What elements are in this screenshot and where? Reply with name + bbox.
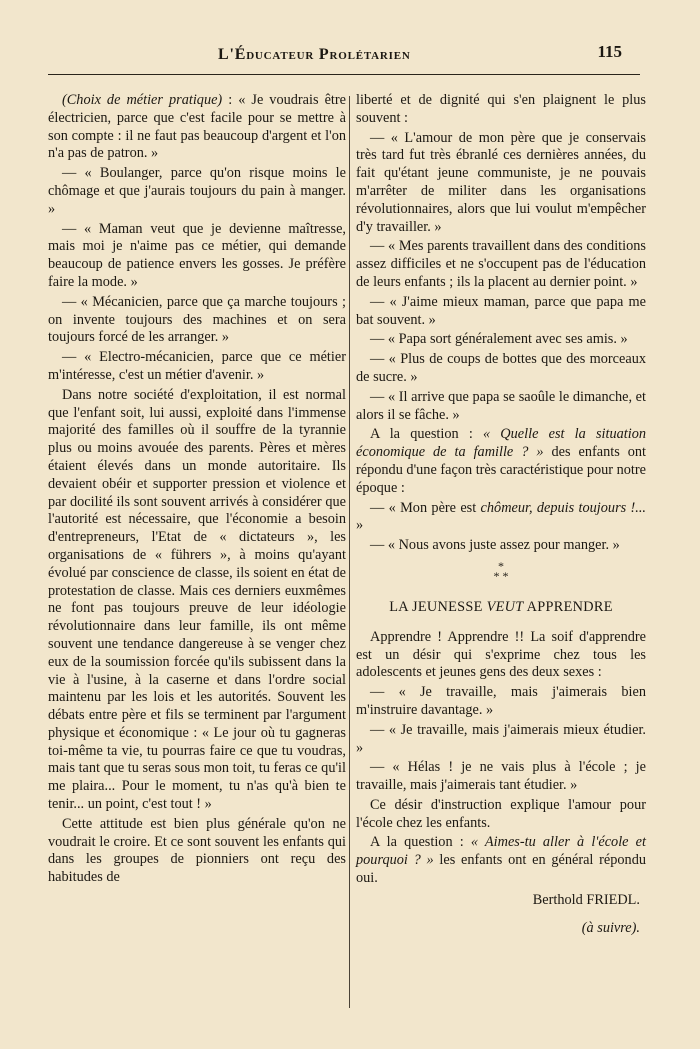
question-text: « Aimes-tu aller à l'école et pourquoi ? » — [356, 834, 646, 869]
quote-paragraph: — « Mon père est chômeur, depuis toujours !... » — [356, 499, 646, 534]
quote-paragraph: — « Electro-mécanicien, parce que ce métier m'intéresse, c'est un métier d'avenir. » — [48, 349, 346, 383]
quote-paragraph: — « Je travaille, mais j'aimerais mieux étudier. » — [356, 721, 646, 756]
quote-paragraph: — « L'amour de mon père que je conservais très tard fut très ébranlé ces dernières années, du fait qu'étant jeune communiste, je ne pouvais m'arrêter de militer dans les organisations révolutionnaires, alors que lui voulut m'empêcher d'y travailler. » — [356, 129, 646, 235]
journal-title: L'Éducateur Prolétarien — [218, 46, 411, 63]
body-paragraph: Apprendre ! Apprendre !! La soif d'apprendre est un désir qui s'exprime chez tous les adolescents et jeunes gens des deux sexes : — [356, 628, 646, 681]
question-paragraph: A la question : « Quelle est la situation économique de ta famille ? » des enfants ont répondu d'une façon très caractéristique pour notre époque : — [356, 426, 646, 496]
quote-paragraph: — « J'aime mieux maman, parce que papa me bat souvent. » — [356, 293, 646, 328]
page-header — [48, 38, 640, 78]
quote-paragraph: — « Hélas ! je ne vais plus à l'école ; je travaille, mais j'aimerais tant étudier. » — [356, 759, 646, 794]
quote-paragraph: — « Boulanger, parce qu'on risque moins le chômage et que j'aurais toujours du pain à manger. » — [48, 165, 346, 217]
quote-paragraph: — « Mes parents travaillent dans des conditions assez difficiles et ne s'occupent pas de l'éducation de leurs enfants ; ils la placent au dernier point. » — [356, 238, 646, 290]
star-top: * — [498, 558, 504, 573]
right-column — [356, 92, 646, 939]
page-number: 115 — [597, 42, 622, 61]
column-divider — [349, 96, 350, 1008]
paragraph: (Choix de métier pratique) : « Je voudrais être électricien, parce que c'est facile pour se mettre à son compte : il ne faut pas beaucoup d'argent et l'on n'a pas de patron. » — [48, 92, 346, 162]
quote-paragraph: — « Je travaille, mais j'aimerais bien m'instruire davantage. » — [356, 684, 646, 718]
author-signature: Berthold FRIEDL. — [532, 891, 640, 908]
continued-note: (à suivre). — [581, 919, 640, 936]
question-paragraph: A la question : « Aimes-tu aller à l'école et pourquoi ? » les enfants ont en général répondu oui. — [356, 834, 646, 887]
paragraph-label: (Choix de métier pratique) — [62, 92, 223, 108]
question-text: « Quelle est la situation économique de ta famille ? » — [356, 426, 646, 461]
section-title: LA JEUNESSE VEUT APPRENDRE — [389, 598, 613, 615]
body-paragraph: Ce désir d'instruction explique l'amour pour l'école chez les enfants. — [356, 796, 646, 831]
quote-paragraph: — « Mécanicien, parce que ça marche toujours ; on invente toujours des machines et on sera toujours forcé de les arranger. » — [48, 293, 346, 346]
body-paragraph: Cette attitude est bien plus générale qu'on ne voudrait le croire. Et ce sont souvent les enfants qui dans les groupes de pionniers ont reçu des habitudes de — [48, 815, 346, 886]
body-paragraph: liberté et de dignité qui s'en plaignent le plus souvent : — [356, 92, 646, 126]
section-separator — [356, 558, 646, 583]
quote-paragraph: — « Maman veut que je devienne maîtresse, mais moi je n'aime pas ce métier, qui demande beaucoup de patience envers les gosses. Je préfère faire la mode. » — [48, 220, 346, 290]
quote-paragraph: — « Plus de coups de bottes que des morceaux de sucre. » — [356, 351, 646, 385]
star-bottom: * * — [493, 568, 509, 583]
left-column — [48, 92, 346, 889]
quote-paragraph: — « Il arrive que papa se saoûle le dimanche, et alors il se fâche. » — [356, 388, 646, 423]
quote-paragraph: — « Nous avons juste assez pour manger. » — [370, 537, 620, 554]
body-paragraph: Dans notre société d'exploitation, il est normal que l'enfant soit, lui aussi, exploité dans l'immense majorité des familles où il souffre de la tyrannie plus ou moins avouée des parents. Pères et mères étaient élevés dans un monde autoritaire. Ils devaient obéir et supporter pression et violence et par docilité ils sont souvent arrivés à considérer que l'autorité est nécessaire, que l'économie a besoin d'entrepreneurs, l'Etat de « dictateurs », les organisations de « führers », à moins qu'ayant évolué par conscience de classe, ils soient en état de protestation de classe. Mais ces derniers euxmêmes ne font pas toujours preuve de leur idéologie révolutionnaire dans leur famille, ils ont même souvent une tendance dangereuse à se venger chez eux de la soumission forcée qu'ils subissent dans la vie à l'usine, à la caserne et dans l'ordre social maintenu par les lois et les autorités. Souvent les débats entre père et fils se terminent par l'argument physique et économique : « Le jour où tu gagneras toi-même ta vie, tu pourras faire ce que tu voudras, mais tant que tu seras sous mon toit, tu feras ce qu'il me plaira... Pour le moment, tu n'as qu'à bien te tenir... un point, c'est tout ! » — [48, 386, 346, 813]
header-rule — [48, 74, 640, 75]
quote-paragraph: — « Papa sort généralement avec ses amis. » — [370, 331, 628, 348]
